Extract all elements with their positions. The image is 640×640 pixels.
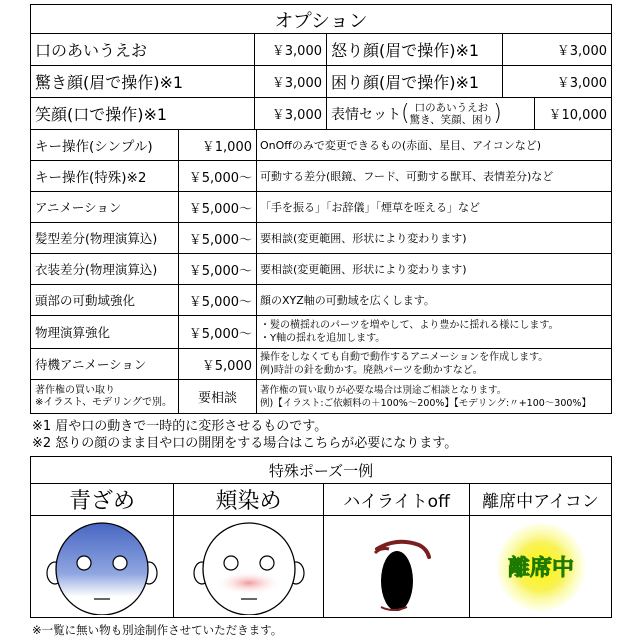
footnote: ※2 怒りの顔のまま目や口の開閉をする場合はこちらが必要になります。 (32, 436, 458, 451)
away-badge-text: 離席中 (507, 555, 574, 581)
expression-price: ￥3,000 (503, 34, 612, 66)
option-desc: 可動する差分(眼鏡、フード、可動する獣耳、表情差分)など (257, 161, 612, 192)
expression-set-item: 口のあいうえお (414, 101, 489, 114)
expression-set-item: 驚き、笑顔、困り (409, 113, 494, 126)
pose-image-cell (324, 516, 470, 618)
poses-title (30, 456, 612, 484)
option-price: ￥5,000〜 (179, 223, 257, 254)
option-desc: 要相談(変更範囲、形状により変わります) (257, 223, 612, 254)
option-name-line: ※イラスト、モデリングで別。 (35, 396, 172, 408)
expression-name: 困り顔(眉で操作)※1 (327, 66, 503, 98)
pose-image-cell (174, 516, 324, 618)
option-desc (257, 380, 612, 414)
section-title: 特殊ポーズ一例 (268, 461, 374, 480)
option-name (31, 380, 179, 414)
option-desc: OnOffのみで変更できるもの(赤面、星目、アイコンなど) (257, 130, 612, 161)
option-price: ￥5,000〜 (179, 254, 257, 285)
option-price: ￥5,000〜 (179, 316, 257, 349)
option-name: 待機アニメーション (31, 349, 179, 380)
expression-set-name: 表情セット ( 口のあいうえお 驚き、笑顔、困り ) (327, 98, 535, 130)
pose-label: 離席中アイコン (470, 484, 612, 516)
option-desc (257, 316, 612, 349)
option-name: 衣装差分(物理演算込) (31, 254, 179, 285)
pose-image-cell (30, 516, 174, 618)
option-name: アニメーション (31, 192, 179, 223)
pose-label: 青ざめ (30, 484, 174, 516)
expression-name: 怒り顔(眉で操作)※1 (327, 34, 503, 66)
pale-face-icon (37, 519, 167, 615)
away-badge-icon (491, 519, 591, 615)
option-name: 頭部の可動域強化 (31, 285, 179, 316)
option-price: ￥5,000〜 (179, 285, 257, 316)
option-desc-line: 例)【イラスト:ご依頼料の＋100%〜200%】【モデリング:〃+100〜300%】 (260, 397, 591, 409)
expression-name: 口のあいうえお (31, 34, 255, 66)
expression-name: 笑顔(口で操作)※1 (31, 98, 255, 130)
option-desc: 「手を振る」「お辞儀」「煙草を咥える」など (257, 192, 612, 223)
option-name-line: 著作権の買い取り (35, 384, 115, 396)
expression-price: ￥3,000 (255, 66, 327, 98)
option-name: キー操作(シンプル) (31, 130, 179, 161)
pose-image-cell (470, 516, 612, 618)
footer-note: ※一覧に無い物も別途制作させていただきます。 (32, 623, 283, 637)
expression-price: ￥10,000 (535, 98, 612, 130)
option-name: 物理演算強化 (31, 316, 179, 349)
option-desc-line: ・Y軸の揺れを追加します。 (260, 333, 386, 344)
blush-face-icon (184, 519, 314, 615)
option-desc (257, 349, 612, 380)
option-price: 要相談 (179, 380, 257, 414)
option-price: ￥5,000〜 (179, 192, 257, 223)
option-desc: 要相談(変更範囲、形状により変わります) (257, 254, 612, 285)
expression-name: 驚き顔(眉で操作)※1 (31, 66, 255, 98)
option-desc-line: 著作権の買い取りが必要な場合は別途ご相談となります。 (260, 384, 507, 396)
eye-icon (337, 519, 457, 615)
option-desc-line: 例)時計の針を動かす。廃熱パーツを動かすなど。 (260, 365, 483, 376)
pose-label: 頬染め (174, 484, 324, 516)
option-desc-line: 操作をしなくても自動で動作するアニメーションを作成します。 (260, 352, 549, 363)
option-desc-line: ・髪の横揺れのパーツを増やして、より豊かに揺れる様にします。 (260, 320, 559, 331)
option-name: 髪型差分(物理演算込) (31, 223, 179, 254)
expression-price: ￥3,000 (255, 34, 327, 66)
options-title (30, 4, 612, 34)
page-title: オプション (274, 9, 368, 32)
option-price: ￥5,000 (179, 349, 257, 380)
option-desc: 顔のXYZ軸の可動域を広くします。 (257, 285, 612, 316)
expression-price: ￥3,000 (503, 66, 612, 98)
expression-name: 表情セット (331, 106, 401, 123)
footnote: ※1 眉や口の動きで一時的に変形させるものです。 (32, 419, 328, 434)
option-price-table (30, 130, 612, 414)
footnotes (32, 418, 457, 452)
expression-price: ￥3,000 (255, 98, 327, 130)
option-price: ￥5,000〜 (179, 161, 257, 192)
expression-price-table (30, 34, 612, 130)
option-price: ￥1,000 (179, 130, 257, 161)
option-name: キー操作(特殊)※2 (31, 161, 179, 192)
pose-label: ハイライトoff (324, 484, 470, 516)
